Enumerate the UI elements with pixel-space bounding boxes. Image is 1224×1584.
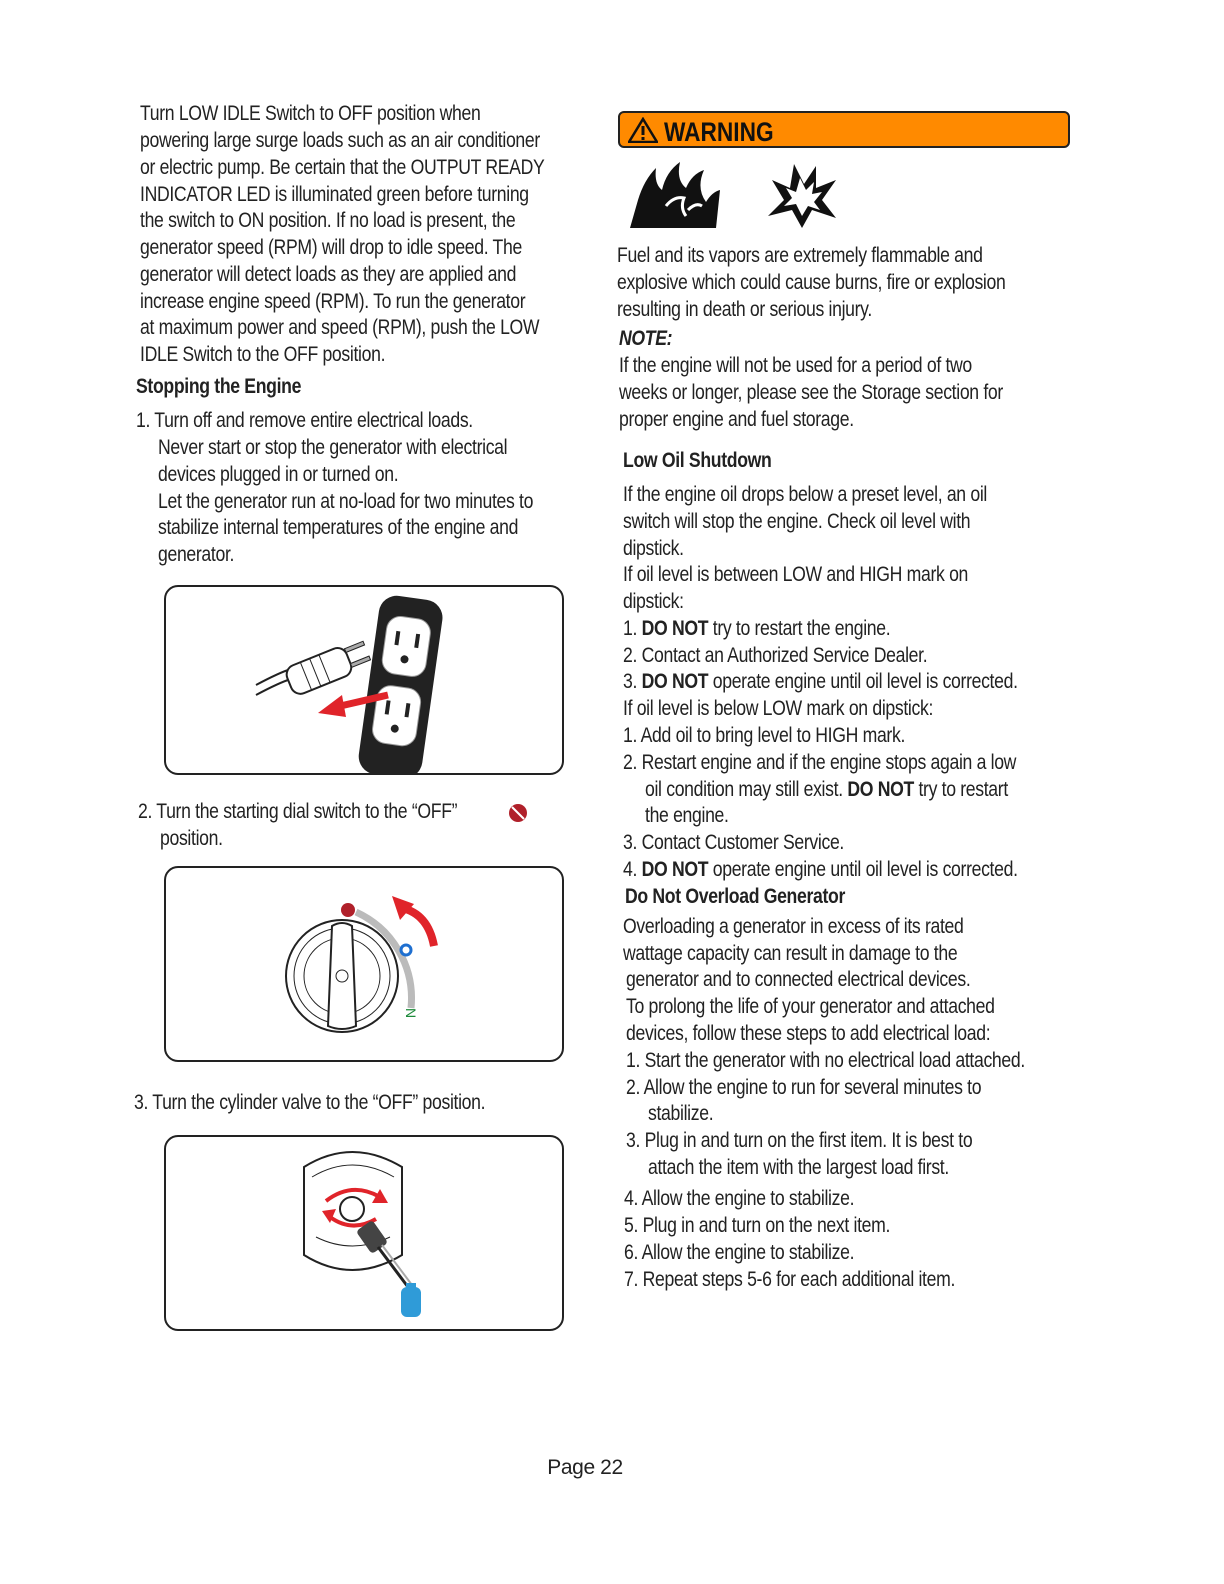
list-item: stabilize. [648, 1102, 714, 1125]
below-intro: If oil level is below LOW mark on dipstick: [623, 697, 934, 720]
list-item: 5. Plug in and turn on the next item. [624, 1214, 891, 1237]
warning-triangle-icon [628, 117, 658, 143]
list-item: 1. DO NOT try to restart the engine. [623, 617, 891, 640]
text-line: stabilize internal temperatures of the engine and [158, 516, 519, 539]
text-line: Let the generator run at no-load for two minutes to [158, 490, 534, 513]
warning-banner [618, 111, 1070, 148]
dial-letter: N [403, 1008, 419, 1019]
dial-illustration [166, 868, 562, 1060]
text-line: wattage capacity can result in damage to the [623, 942, 958, 965]
list-item: 3. DO NOT operate engine until oil level is corrected. [623, 670, 1018, 693]
text-line: dipstick. [623, 537, 684, 560]
text-line: generator will detect loads as they are applied and [140, 263, 517, 286]
text-line: Turn LOW IDLE Switch to OFF position when [140, 102, 481, 125]
text-line: generator and to connected electrical devices. [626, 968, 971, 991]
unplug-illustration [166, 587, 562, 773]
valve-illustration [166, 1137, 562, 1329]
list-item: attach the item with the largest load first. [648, 1156, 949, 1179]
text-line: generator. [158, 543, 235, 566]
list-item: 4. DO NOT operate engine until oil level is corrected. [623, 858, 1018, 881]
text-line: weeks or longer, please see the Storage section for [619, 381, 1003, 404]
text-line: increase engine speed (RPM). To run the generator [140, 290, 526, 313]
text-line: If the engine oil drops below a preset level, an oil [623, 483, 987, 506]
valve-handwheel [340, 1197, 364, 1221]
unplug-figure [164, 585, 564, 775]
text-line: the switch to ON position. If no load is present, the [140, 209, 516, 232]
list-item: 1. Start the generator with no electrical load attached. [626, 1049, 1025, 1072]
choke-icon [401, 945, 411, 955]
text-line: Never start or stop the generator with electrical [158, 436, 508, 459]
text-line: generator speed (RPM) will drop to idle speed. The [140, 236, 522, 259]
list-item: 1. Add oil to bring level to HIGH mark. [623, 724, 906, 747]
text-line: 2. Turn the starting dial switch to the “OFF” [138, 800, 458, 823]
text-line: If oil level is between LOW and HIGH mark on [623, 563, 969, 586]
list-item: 2. Restart engine and if the engine stops again a low [623, 751, 1017, 774]
text-line: To prolong the life of your generator and attached [626, 995, 995, 1018]
off-symbol-icon [508, 803, 528, 823]
text-line: If the engine will not be used for a period of two [619, 354, 972, 377]
text-line: or electric pump. Be certain that the OUTPUT READY [140, 156, 545, 179]
arrow-icon [318, 695, 346, 717]
list-item: 6. Allow the engine to stabilize. [624, 1241, 855, 1264]
text-line: proper engine and fuel storage. [619, 408, 854, 431]
dial-figure [164, 866, 564, 1062]
list-item: 3. Contact Customer Service. [623, 831, 844, 854]
page-number: Page 22 [547, 1456, 623, 1479]
text-line: 1. Turn off and remove entire electrical loads. [136, 409, 473, 432]
text-line: at maximum power and speed (RPM), push the LOW [140, 316, 540, 339]
fire-hazard-icon [626, 160, 722, 230]
warning-label: WARNING [664, 117, 774, 147]
text-line: resulting in death or serious injury. [617, 298, 872, 321]
explosion-hazard-icon [766, 160, 838, 230]
list-item: 3. Plug in and turn on the first item. It is best to [626, 1129, 973, 1152]
stopping-heading: Stopping the Engine [136, 375, 302, 398]
list-item: oil condition may still exist. DO NOT try to restart [645, 778, 1008, 801]
off-symbol-icon [341, 903, 355, 917]
note-label: NOTE: [619, 327, 673, 350]
text-line: Fuel and its vapors are extremely flammable and [617, 244, 983, 267]
tank-icon [401, 1287, 421, 1317]
text-line: Overloading a generator in excess of its rated [623, 915, 964, 938]
list-item: 4. Allow the engine to stabilize. [624, 1187, 855, 1210]
text-line: switch will stop the engine. Check oil level with [623, 510, 971, 533]
text-line: IDLE Switch to the OFF position. [140, 343, 386, 366]
valve-figure [164, 1135, 564, 1331]
text-line: position. [160, 827, 223, 850]
text-line: powering large surge loads such as an air conditioner [140, 129, 540, 152]
step-3: 3. Turn the cylinder valve to the “OFF” position. [134, 1091, 486, 1114]
text-line: devices, follow these steps to add electrical load: [626, 1022, 991, 1045]
text-line: explosive which could cause burns, fire or explosion [617, 271, 1006, 294]
text-line: INDICATOR LED is illuminated green before turning [140, 183, 529, 206]
list-item: 7. Repeat steps 5-6 for each additional item. [624, 1268, 956, 1291]
low-oil-heading: Low Oil Shutdown [623, 449, 772, 472]
list-item: 2. Allow the engine to run for several minutes to [626, 1076, 982, 1099]
list-item: 2. Contact an Authorized Service Dealer. [623, 644, 928, 667]
overload-heading: Do Not Overload Generator [625, 885, 845, 908]
text-line: dipstick: [623, 590, 684, 613]
list-item: the engine. [645, 804, 729, 827]
text-line: devices plugged in or turned on. [158, 463, 399, 486]
plug-icon [284, 638, 373, 697]
